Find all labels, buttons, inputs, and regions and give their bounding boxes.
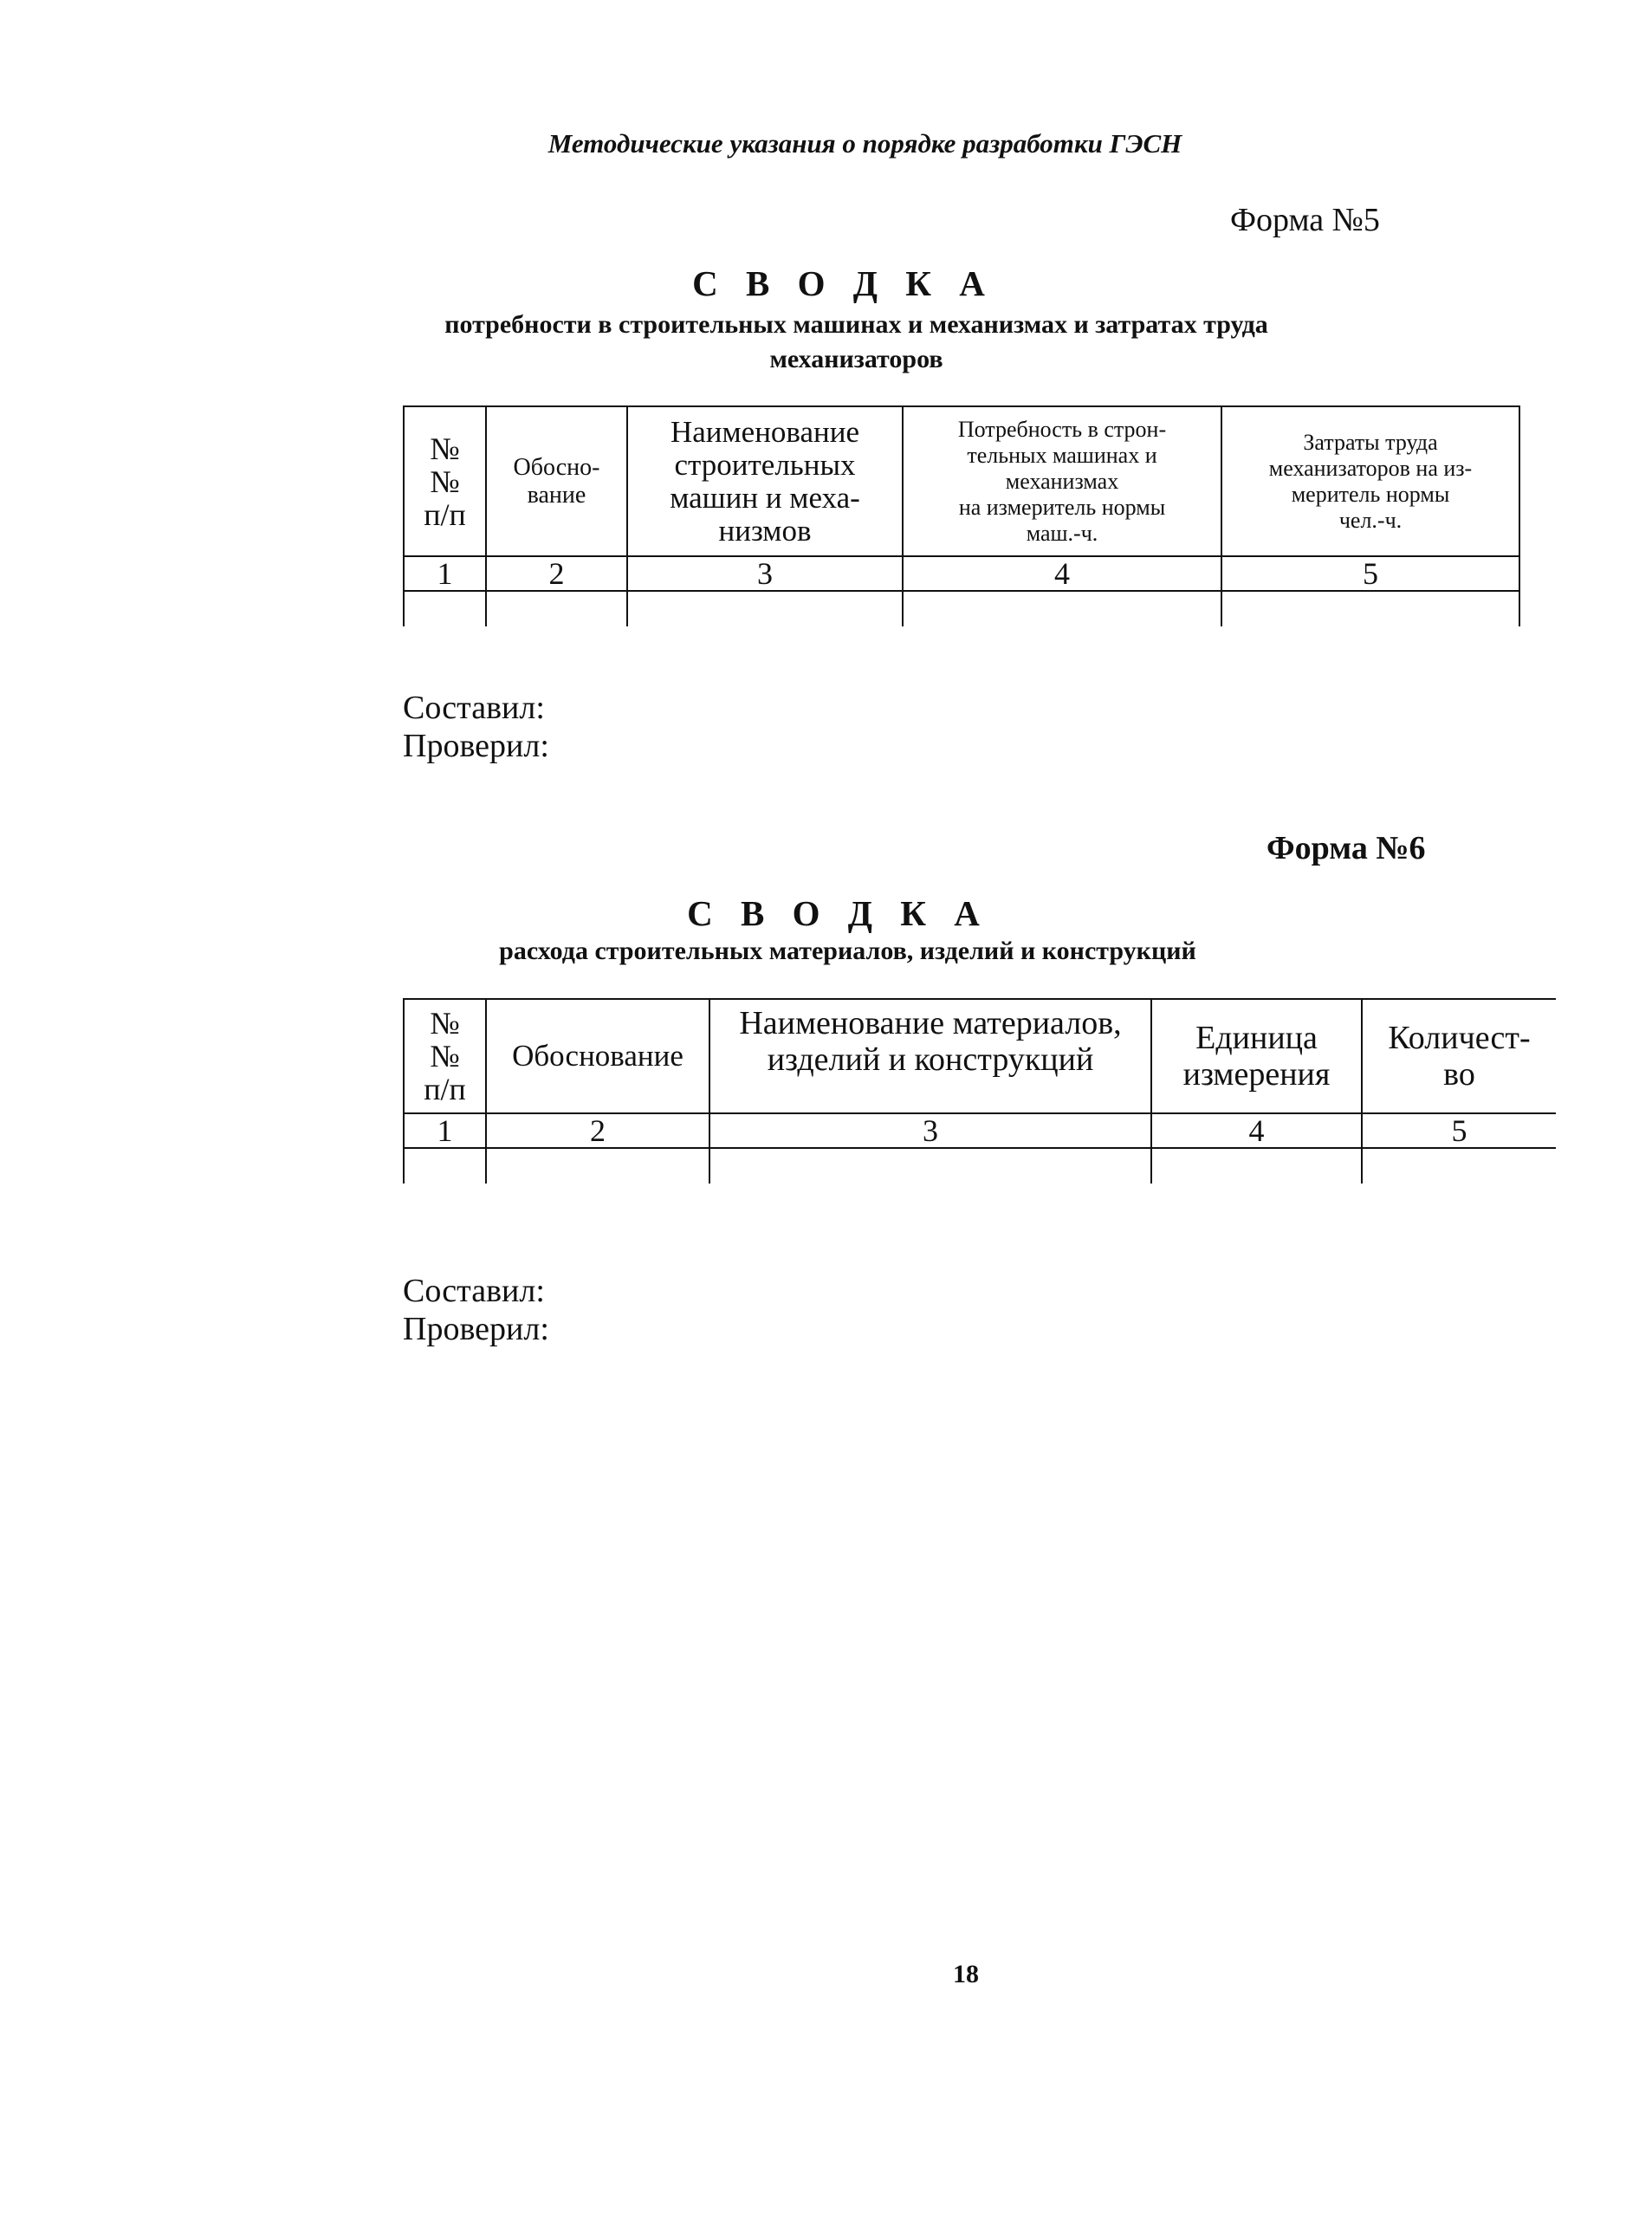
header-text: Обоснование (512, 1039, 683, 1073)
header-text: № (430, 1039, 460, 1073)
column-number: 2 (486, 1113, 709, 1148)
checked-by-label: Проверил: (403, 1311, 549, 1347)
column-number: 2 (486, 556, 627, 591)
header-text: вание (527, 481, 586, 509)
empty-cell (903, 591, 1221, 626)
header-text: механизаторов на из- (1268, 455, 1473, 481)
header-text: маш.-ч. (1026, 520, 1098, 546)
header-cell-quantity (1362, 999, 1556, 1113)
form5-subtitle (0, 308, 1652, 377)
form6-label: Форма №6 (1267, 830, 1426, 866)
column-number: 1 (404, 1113, 486, 1148)
form5-signoff (403, 689, 549, 765)
header-text: № (430, 464, 460, 499)
header-text: Наименование (670, 414, 860, 449)
header-text: измерения (1182, 1056, 1331, 1093)
header-text: тельных машинах и (967, 442, 1157, 468)
header-text: меритель нормы (1291, 481, 1450, 507)
header-text: Затраты труда (1303, 429, 1438, 455)
empty-cell (486, 1148, 709, 1184)
running-header: Методические указания о порядке разработки ГЭСН (547, 128, 1182, 159)
empty-cell (404, 1148, 486, 1184)
column-number: 5 (1362, 1113, 1556, 1148)
form6-title: С В О Д К А (687, 893, 989, 933)
header-text: на измеритель нормы (958, 494, 1166, 520)
checked-by-label: Проверил: (403, 728, 549, 764)
form5-title: С В О Д К А (692, 263, 994, 303)
form6-subtitle: расхода строительных материалов, изделий и конструкций (499, 937, 1196, 965)
table-row (404, 1148, 1556, 1184)
form5-table (403, 405, 1520, 626)
compiled-by-label: Составил: (403, 1273, 545, 1309)
header-cell-machine-demand (903, 406, 1221, 556)
empty-cell (627, 591, 903, 626)
empty-cell (404, 591, 486, 626)
header-cell-unit (1151, 999, 1362, 1113)
header-text: механизмах (1005, 468, 1119, 494)
form5-label: Форма №5 (1230, 202, 1380, 238)
header-cell-row-number (404, 406, 486, 556)
column-number: 3 (709, 1113, 1151, 1148)
header-text: низмов (718, 513, 812, 548)
column-number-row (404, 1113, 1556, 1148)
header-text: п/п (424, 496, 466, 532)
empty-cell (1151, 1148, 1362, 1184)
header-cell-row-number (404, 999, 486, 1113)
empty-cell (1362, 1148, 1556, 1184)
header-text: Количест- (1388, 1020, 1531, 1056)
header-text: № (430, 431, 460, 466)
table-header-row (404, 406, 1519, 556)
empty-cell (1221, 591, 1519, 626)
column-number: 4 (1151, 1113, 1362, 1148)
header-text: во (1443, 1056, 1475, 1093)
header-text: Единица (1195, 1020, 1318, 1056)
empty-cell (486, 591, 627, 626)
column-number: 5 (1221, 556, 1519, 591)
page-number: 18 (953, 1960, 979, 1988)
header-text: п/п (424, 1072, 466, 1106)
column-number-row (404, 556, 1519, 591)
header-cell-basis (486, 406, 627, 556)
header-text: Наименование материалов, (739, 1005, 1122, 1041)
header-cell-labor-cost (1221, 406, 1519, 556)
header-cell-machine-name (627, 406, 903, 556)
header-text: машин и меха- (670, 480, 860, 515)
header-text: № (430, 1006, 460, 1041)
empty-cell (709, 1148, 1151, 1184)
form5-subtitle-line2: механизаторов (769, 345, 943, 373)
header-text: Потребность в строн- (957, 416, 1167, 442)
form6-signoff (403, 1272, 549, 1348)
table-header-row (404, 999, 1556, 1113)
header-text: строительных (674, 447, 856, 482)
header-cell-material-name (709, 999, 1151, 1113)
form6-table (403, 998, 1556, 1184)
table-row (404, 591, 1519, 626)
header-text: Обосно- (513, 453, 600, 481)
column-number: 3 (627, 556, 903, 591)
header-text: чел.-ч. (1338, 507, 1403, 533)
header-text: изделий и конструкций (767, 1041, 1094, 1078)
column-number: 4 (903, 556, 1221, 591)
form5-subtitle-line1: потребности в строительных машинах и механизмах и затратах труда (444, 310, 1268, 339)
header-cell-basis (486, 999, 709, 1113)
column-number: 1 (404, 556, 486, 591)
compiled-by-label: Составил: (403, 690, 545, 726)
